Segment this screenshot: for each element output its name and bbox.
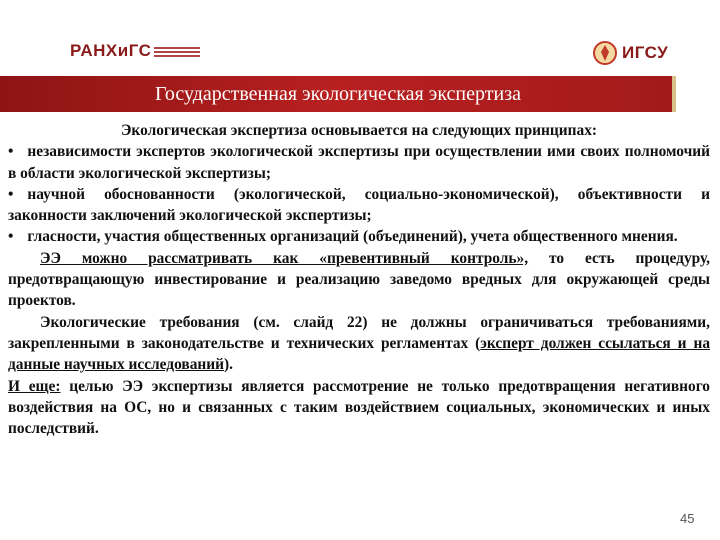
- requirements-paragraph: [8, 312, 710, 376]
- igsu-logo-text: ИГСУ: [622, 43, 669, 62]
- igsu-logo: [592, 36, 692, 70]
- title-bar: [0, 76, 676, 112]
- principle-bullet-2: [8, 184, 710, 227]
- title-accent: [672, 76, 676, 112]
- ranepa-logo-text: РАНХиГС: [70, 41, 152, 60]
- bullet-1-text: независимости экспертов экологической экспертизы при осуществлении ими своих полномочий в области экологической экспертизы;: [8, 143, 710, 182]
- slide-title: Государственная экологическая экспертиза: [155, 83, 521, 105]
- goal-underlined: И еще:: [8, 377, 61, 395]
- requirements-start: Экологические требования (см. слайд 22) не должны ограничиваться требованиями, закрепленными в законодательстве и технических регламентах (: [8, 313, 710, 352]
- intro-heading: Экологическая экспертиза основывается на следующих принципах:: [120, 122, 598, 139]
- page-number: 45: [680, 511, 695, 526]
- preventive-control-underlined: ЭЭ можно рассматривать как «превентивный контроль»,: [40, 249, 529, 267]
- goal-paragraph: [8, 376, 710, 440]
- slide-content: [8, 120, 710, 439]
- igsu-emblem-icon: [592, 40, 618, 66]
- requirements-end: ).: [224, 356, 233, 374]
- requirements-underlined: эксперт должен ссылаться и на данные научных исследований: [8, 334, 711, 374]
- principle-bullet-3: [8, 226, 710, 247]
- bullet-2-text: научной обоснованности (экологической, социально-экономической), объективности и законности заключений экологической экспертизы;: [8, 185, 710, 225]
- preventive-control-paragraph: [8, 248, 710, 312]
- bullet-3-text: гласности, участия общественных организаций (объединений), учета общественного мнения.: [27, 228, 678, 246]
- goal-rest: целью ЭЭ экспертизы является рассмотрение не только предотвращения негативного воздействия на ОС, но и связанных с таким воздействием социальных, экономических и иных последствий.: [8, 377, 711, 438]
- principle-bullet-1: [8, 141, 710, 184]
- ranepa-logo: [66, 34, 166, 68]
- preventive-control-rest: то есть процедуру, предотвращающую инвестирование и реализацию заведомо вредных для окружающей среды проектов.: [8, 249, 710, 310]
